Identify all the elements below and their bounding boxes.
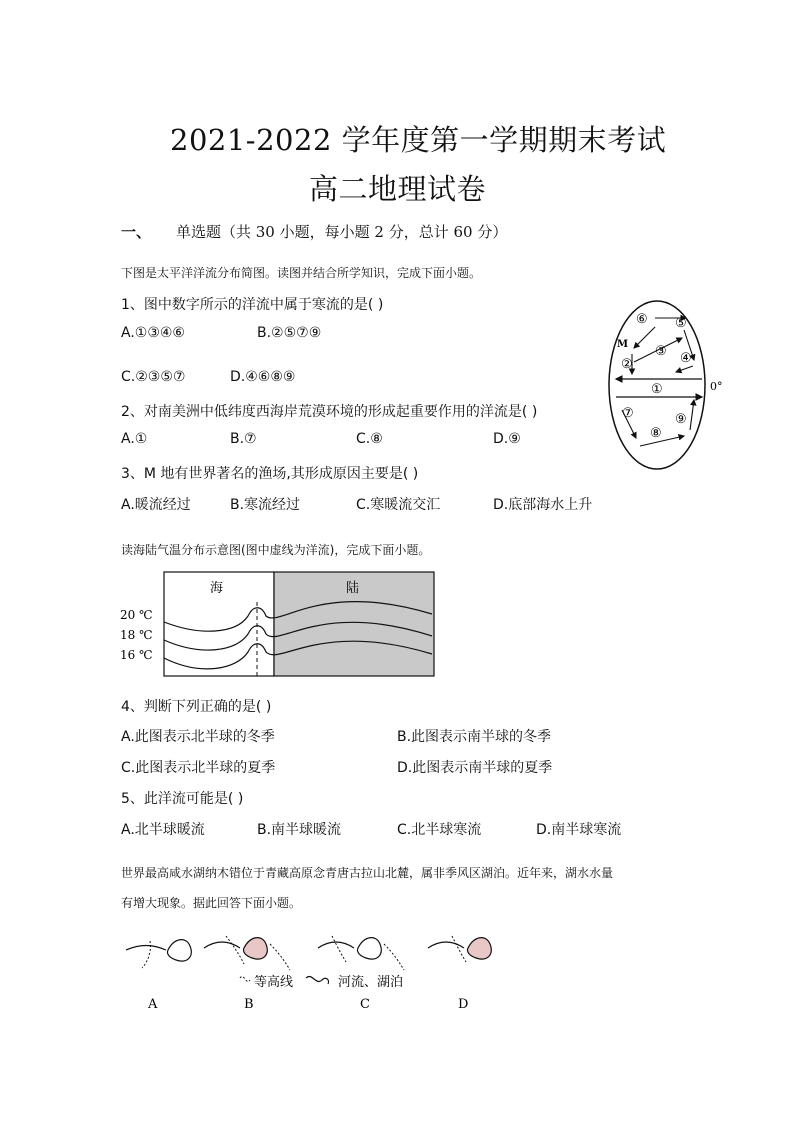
label-6: ⑥ — [636, 312, 648, 327]
current-9-arrow — [690, 400, 694, 430]
legend-water-symbol — [306, 976, 329, 984]
q5-option-d[interactable]: D.南半球寒流 — [536, 822, 622, 838]
label-m: M — [617, 339, 629, 350]
exam-title: 2021-2022 学年度第一学期期末考试 — [170, 123, 667, 157]
pacific-currents-figure — [600, 298, 735, 474]
option-c-label: C — [360, 997, 370, 1012]
q2-option-a[interactable]: A.① — [121, 431, 148, 447]
land-label: 陆 — [346, 581, 360, 596]
option-b-lake — [243, 938, 267, 959]
label-equator: 0° — [710, 380, 723, 393]
option-c-river-in — [332, 936, 346, 962]
question-2: 2、对南美洲中低纬度西海岸荒漠环境的形成起重要作用的洋流是( ) — [121, 404, 538, 420]
q5-option-b[interactable]: B.南半球暖流 — [257, 822, 342, 838]
question-3: 3、M 地有世界著名的渔场,其形成原因主要是( ) — [121, 466, 419, 482]
exam-subtitle: 高二地理试卷 — [309, 172, 487, 206]
label-2: ② — [621, 357, 633, 372]
q2-option-c[interactable]: C.⑧ — [356, 431, 383, 447]
question-5: 5、此洋流可能是( ) — [121, 791, 244, 807]
sea-label: 海 — [210, 581, 224, 596]
option-b-label: B — [244, 997, 254, 1012]
intro-pacific: 下图是太平洋洋流分布简图。读图并结合所学知识，完成下面小题。 — [121, 266, 482, 280]
option-d-lake — [467, 938, 491, 959]
legend-contour-symbol — [240, 976, 250, 981]
current-8-arrow — [640, 436, 684, 446]
q1-option-d[interactable]: D.④⑥⑧⑨ — [230, 369, 296, 385]
q3-option-c[interactable]: C.寒暖流交汇 — [356, 497, 441, 513]
isotherm-16-label: 16 ℃ — [120, 648, 153, 662]
lake-options-figure — [120, 925, 510, 1020]
intro-lake-line2: 有增大现象。据此回答下面小题。 — [121, 896, 302, 910]
section-label: 单选题（共 30 小题，每小题 2 分，总计 60 分） — [176, 223, 508, 241]
q5-option-c[interactable]: C.北半球寒流 — [397, 822, 482, 838]
q3-option-a[interactable]: A.暖流经过 — [121, 497, 191, 513]
option-b-contour — [204, 942, 240, 948]
q5-option-a[interactable]: A.北半球暖流 — [121, 822, 205, 838]
intro-temperature: 读海陆气温分布示意图(图中虚线为洋流)，完成下面小题。 — [121, 543, 431, 557]
current-6-arrow — [634, 327, 655, 348]
option-c-river-out — [384, 944, 404, 970]
option-d-river — [452, 936, 466, 962]
question-4: 4、判断下列正确的是( ) — [121, 699, 272, 715]
label-7: ⑦ — [622, 406, 634, 421]
option-a-label: A — [148, 997, 158, 1012]
option-d-label: D — [458, 997, 469, 1012]
label-3: ③ — [655, 344, 667, 359]
label-9: ⑨ — [675, 412, 687, 427]
q3-option-b[interactable]: B.寒流经过 — [230, 497, 301, 513]
option-a-river — [142, 941, 151, 968]
label-8: ⑧ — [650, 426, 662, 441]
isotherm-20-label: 20 ℃ — [120, 608, 153, 622]
option-b-river-in — [226, 936, 244, 964]
option-a-lake — [167, 940, 191, 961]
intro-lake-line1: 世界最高咸水湖纳木错位于青藏高原念青唐古拉山北麓，属非季风区湖泊。近年来，湖水水量 — [121, 866, 614, 880]
option-d-contour — [428, 942, 464, 948]
isotherm-18-label: 18 ℃ — [120, 628, 153, 642]
q1-option-a[interactable]: A.①③④⑥ — [121, 325, 185, 341]
sea-land-temperature-figure — [115, 565, 440, 682]
label-5: ⑤ — [675, 316, 687, 331]
q4-option-a[interactable]: A.此图表示北半球的冬季 — [121, 729, 275, 745]
q4-option-d[interactable]: D.此图表示南半球的夏季 — [397, 760, 553, 776]
legend-contour-label: 等高线 — [254, 975, 294, 990]
q2-option-d[interactable]: D.⑨ — [493, 431, 521, 447]
section-number: 一、 — [121, 223, 152, 241]
option-c-lake — [357, 938, 381, 959]
current-4-arrow — [676, 366, 693, 372]
question-1: 1、图中数字所示的洋流中属于寒流的是( ) — [121, 297, 384, 313]
label-1: ① — [651, 382, 663, 397]
q1-option-b[interactable]: B.②⑤⑦⑨ — [257, 325, 322, 341]
q1-option-c[interactable]: C.②③⑤⑦ — [121, 369, 186, 385]
q3-option-d[interactable]: D.底部海水上升 — [493, 497, 593, 513]
legend-water-label: 河流、湖泊 — [338, 975, 404, 990]
q4-option-c[interactable]: C.此图表示北半球的夏季 — [121, 760, 276, 776]
option-a-contour — [126, 946, 166, 951]
label-4: ④ — [680, 351, 692, 366]
q2-option-b[interactable]: B.⑦ — [230, 431, 257, 447]
q4-option-b[interactable]: B.此图表示南半球的冬季 — [397, 729, 552, 745]
option-b-river-out — [270, 944, 290, 970]
